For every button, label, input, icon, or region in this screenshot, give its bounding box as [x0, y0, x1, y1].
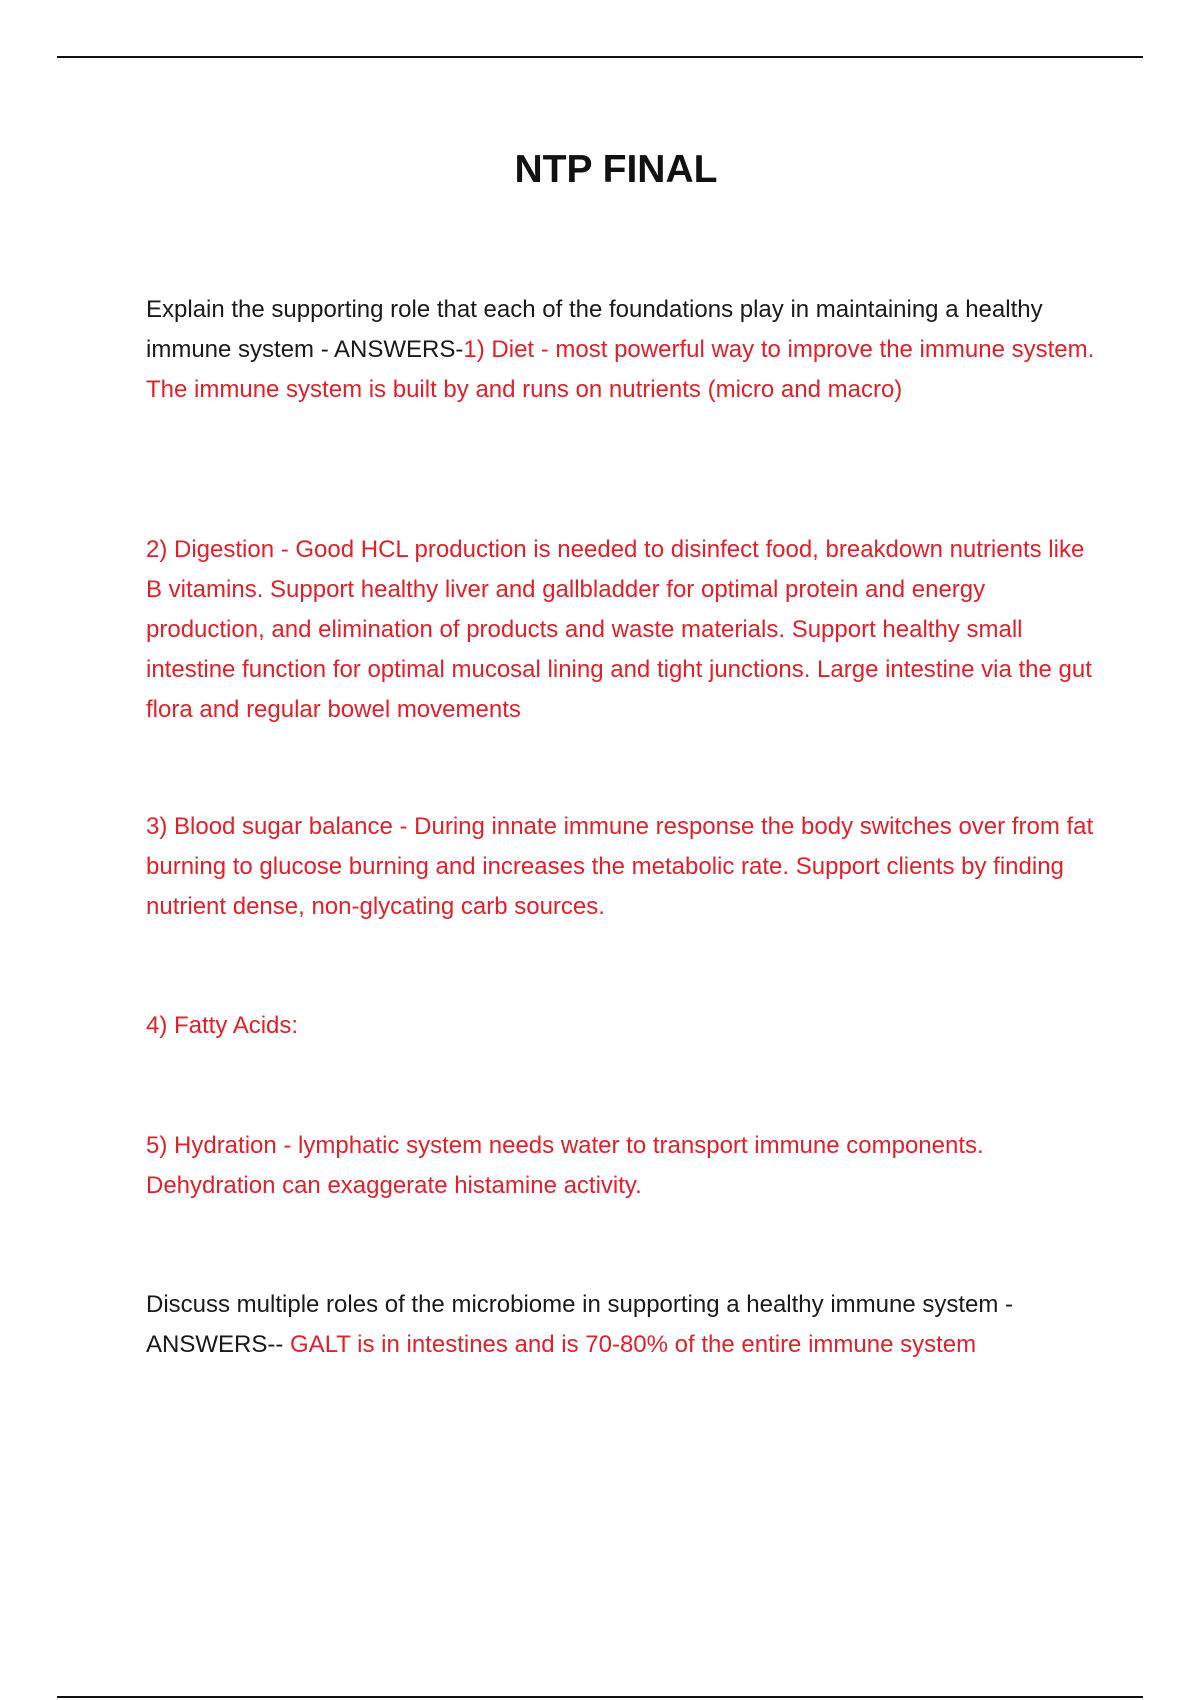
answer-text: 1) Diet - most powerful way to improve the immune system. The immune system is built by and runs on nutrients (micro and macro): [146, 336, 1095, 403]
answer-text: 3) Blood sugar balance - During innate immune response the body switches over from fat burning to glucose burning and increases the metabolic rate. Support clients by finding nutrient dense, non-glycating carb sources.: [146, 813, 1094, 920]
question-text: Discuss multiple roles of the microbiome in supporting a healthy immune system - ANSWERS--: [146, 1291, 1014, 1358]
answer-text: 4) Fatty Acids:: [146, 1012, 299, 1039]
answer-block-hydration: [146, 1126, 1106, 1206]
qa-block-1: [146, 290, 1106, 410]
answer-text: 5) Hydration - lymphatic system needs water to transport immune components. Dehydration can exaggerate histamine activity.: [146, 1132, 984, 1199]
header-rule: [57, 56, 1143, 58]
document-title: NTP FINAL: [514, 148, 718, 191]
answer-block-fatty-acids: [146, 1006, 1106, 1046]
answer-text: GALT is in intestines and is 70-80% of the entire immune system: [283, 1331, 977, 1358]
answer-text: 2) Digestion - Good HCL production is needed to disinfect food, breakdown nutrients like B vitamins. Support healthy liver and gallbladder for optimal protein and energy production, and elimination of products and waste materials. Support healthy small intestine function for optimal mucosal lining and tight junctions. Large intestine via the gut flora and regular bowel movements: [146, 536, 1092, 723]
answer-block-digestion: [146, 530, 1106, 730]
qa-block-2: [146, 1285, 1106, 1365]
footer-rule: [57, 1696, 1143, 1698]
question-text: Explain the supporting role that each of the foundations play in maintaining a healthy immune system - ANSWERS-: [146, 296, 1043, 363]
answer-block-blood-sugar: [146, 807, 1106, 927]
